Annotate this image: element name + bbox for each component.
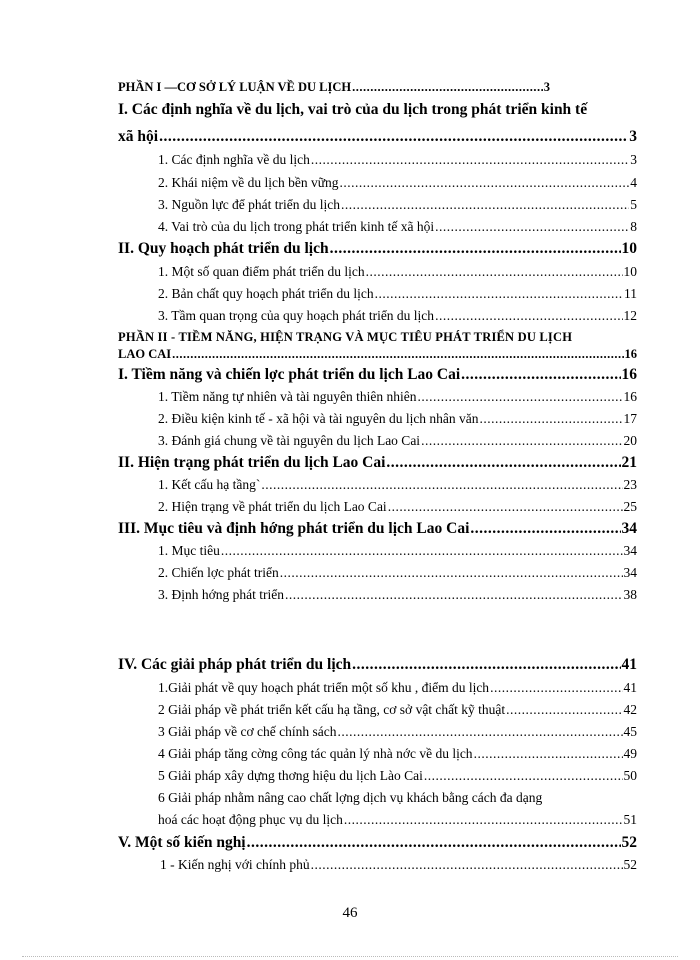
toc-entry[interactable] <box>160 857 637 873</box>
leader-dots <box>341 197 629 213</box>
toc-part1-page: 3 <box>543 80 550 94</box>
toc-entry-page: 5 <box>630 197 637 212</box>
toc-entry[interactable] <box>158 308 637 324</box>
leader-dots <box>470 520 620 538</box>
toc-entry-page: 16 <box>623 389 637 404</box>
toc-entry-label: 2. Hiện trạng về phát triển du lịch Lao Cai <box>158 499 387 514</box>
toc-entry-label: 1. Một số quan điểm phát triển du lịch <box>158 264 365 279</box>
toc-entry-page: 45 <box>623 724 637 739</box>
toc-entry-label: 2. Bản chất quy hoạch phát triển du lịch <box>158 286 374 301</box>
toc-entry[interactable] <box>158 286 637 302</box>
toc-sec6-page: 41 <box>621 656 637 673</box>
leader-dots <box>172 347 623 362</box>
page-number: 46 <box>342 905 358 921</box>
leader-dots <box>435 308 622 324</box>
toc-part2-page: 16 <box>624 347 637 361</box>
leader-dots <box>337 724 622 740</box>
leader-dots <box>311 152 629 168</box>
toc-sec5[interactable] <box>118 520 637 538</box>
toc-entry-label: 3. Tầm quan trọng của quy hoạch phát triển du lịch <box>158 308 435 323</box>
toc-sec1-page: 3 <box>629 128 637 145</box>
leader-dots <box>386 454 620 472</box>
toc-sec3[interactable] <box>118 366 637 384</box>
toc-sec1[interactable] <box>118 128 637 146</box>
toc-part1-label: PHẦN I —CƠ SỞ LÝ LUẬN VỀ DU LỊCH <box>118 80 352 94</box>
toc-entry[interactable] <box>158 812 637 828</box>
toc-entry-page: 34 <box>623 543 637 558</box>
leader-dots <box>474 746 623 762</box>
toc-entry-label: hoá các hoạt động phục vụ du lịch <box>158 812 343 827</box>
toc-entry[interactable] <box>158 702 637 718</box>
toc-entry-label: 1.Giải phát về quy hoạch phát triển một số khu , điểm du lịch <box>158 680 490 695</box>
toc-entry[interactable] <box>158 433 637 449</box>
leader-dots <box>435 219 629 235</box>
toc-entry-label: 3. Nguồn lực để phát triển du lịch <box>158 197 341 212</box>
toc-entry-page: 34 <box>623 565 637 580</box>
leader-dots <box>285 587 623 603</box>
toc-sec7[interactable] <box>118 834 637 852</box>
toc-entry-label: 1. Các định nghĩa về du lịch <box>158 152 310 167</box>
toc-entry[interactable] <box>158 264 637 280</box>
toc-entry-label: 5 Giải pháp xây dựng thơng hiệu du lịch Lào Cai <box>158 768 423 783</box>
toc-sec6-item6-line1[interactable]: 6 Giải pháp nhằm nâng cao chất lợng dịch vụ khách bằng cách đa dạng <box>158 790 543 805</box>
toc-sec1-line2: xã hội <box>118 128 159 145</box>
toc-entry-page: 11 <box>624 286 637 301</box>
toc-entry-label: 1. Kết cấu hạ tầng` <box>158 477 261 492</box>
toc-sec5-label: III. Mục tiêu và định hớng phát triển du lịch Lao Cai <box>118 520 470 537</box>
toc-entry-page: 49 <box>623 746 637 761</box>
toc-entry-label: 4. Vai trò của du lịch trong phát triển kinh tế xã hội <box>158 219 435 234</box>
leader-dots <box>375 286 623 302</box>
leader-dots <box>418 389 623 405</box>
toc-entry-page: 17 <box>623 411 637 426</box>
leader-dots <box>424 768 623 784</box>
toc-entry-page: 25 <box>623 499 637 514</box>
toc-sec6[interactable] <box>118 656 637 674</box>
toc-sec4-page: 21 <box>621 454 637 471</box>
toc-sec4[interactable] <box>118 454 637 472</box>
toc-entry[interactable] <box>158 746 637 762</box>
leader-dots <box>421 433 622 449</box>
toc-entry-page: 23 <box>623 477 637 492</box>
toc-sec2[interactable] <box>118 240 637 258</box>
toc-entry[interactable] <box>158 543 637 559</box>
leader-dots <box>261 477 622 493</box>
toc-sec4-label: II. Hiện trạng phát triển du lịch Lao Cai <box>118 454 386 471</box>
toc-entry-page: 51 <box>623 812 637 827</box>
leader-dots <box>330 240 621 258</box>
toc-entry-page: 41 <box>623 680 637 695</box>
leader-dots <box>366 264 623 280</box>
toc-sec1-line1[interactable]: I. Các định nghĩa về du lịch, vai trò của du lịch trong phát triển kinh tế <box>118 101 588 118</box>
toc-entry-label: 1 - Kiến nghị với chính phủ <box>160 857 310 872</box>
page-bottom-divider <box>22 956 678 957</box>
toc-sec3-label: I. Tiềm năng và chiến lợc phát triển du lịch Lao Cai <box>118 366 461 383</box>
toc-sec2-label: II. Quy hoạch phát triển du lịch <box>118 240 329 257</box>
toc-entry-label: 2. Điều kiện kinh tế - xã hội và tài nguyên du lịch nhân văn <box>158 411 479 426</box>
toc-entry-label: 1. Mục tiêu <box>158 543 220 558</box>
toc-entry[interactable] <box>158 565 637 581</box>
leader-dots <box>340 175 630 191</box>
toc-entry-label: 4 Giải pháp tăng cờng công tác quản lý nhà nớc về du lịch <box>158 746 473 761</box>
leader-dots <box>280 565 623 581</box>
toc-entry-page: 42 <box>623 702 637 717</box>
toc-sec7-label: V. Một số kiến nghị <box>118 834 246 851</box>
toc-entry-label: 1. Tiềm năng tự nhiên và tài nguyên thiên nhiên <box>158 389 417 404</box>
leader-dots <box>480 411 623 427</box>
leader-dots <box>506 702 622 718</box>
toc-part2-line2: LAO CAI <box>118 347 172 361</box>
toc-entry[interactable] <box>158 411 637 427</box>
toc-entry[interactable] <box>158 219 637 235</box>
toc-entry-page: 10 <box>623 264 637 279</box>
toc-entry-page: 8 <box>630 219 637 234</box>
leader-dots <box>352 80 543 95</box>
leader-dots <box>461 366 620 384</box>
leader-dots <box>344 812 623 828</box>
toc-entry-page: 12 <box>623 308 637 323</box>
toc-sec2-page: 10 <box>621 240 637 257</box>
toc-entry-label: 2. Khái niệm về du lịch bền vững <box>158 175 339 190</box>
leader-dots <box>490 680 622 696</box>
toc-part2[interactable] <box>118 347 637 362</box>
toc-entry-page: 52 <box>623 857 637 872</box>
leader-dots <box>159 128 628 146</box>
toc-entry-label: 2. Chiến lợc phát triển <box>158 565 279 580</box>
toc-entry[interactable] <box>158 389 637 405</box>
toc-entry[interactable] <box>158 477 637 493</box>
toc-entry[interactable] <box>158 152 637 168</box>
toc-entry[interactable] <box>158 680 637 696</box>
toc-entry-label: 2 Giải pháp về phát triển kết cấu hạ tầng, cơ sở vật chất kỹ thuật <box>158 702 506 717</box>
toc-entry-page: 38 <box>623 587 637 602</box>
toc-entry[interactable] <box>158 175 637 191</box>
toc-entry[interactable] <box>158 724 637 740</box>
leader-dots <box>352 656 620 674</box>
toc-sec7-page: 52 <box>621 834 637 851</box>
toc-entry[interactable] <box>158 499 637 515</box>
toc-entry-label: 3 Giải pháp về cơ chế chính sách <box>158 724 337 739</box>
leader-dots <box>221 543 623 559</box>
toc-entry-label: 3. Định hớng phát triển <box>158 587 284 602</box>
toc-entry-label: 3. Đánh giá chung về tài nguyên du lịch Lao Cai <box>158 433 421 448</box>
leader-dots <box>388 499 623 515</box>
toc-entry[interactable] <box>158 197 637 213</box>
toc-entry[interactable] <box>158 587 637 603</box>
toc-entry[interactable] <box>158 768 637 784</box>
toc-entry-page: 20 <box>623 433 637 448</box>
toc-entry-page: 50 <box>623 768 637 783</box>
leader-dots <box>311 857 623 873</box>
toc-part1[interactable] <box>118 80 550 95</box>
toc-entry-page: 3 <box>630 152 637 167</box>
toc-sec5-page: 34 <box>621 520 637 537</box>
toc-entry-page: 4 <box>630 175 637 190</box>
toc-sec6-label: IV. Các giải pháp phát triển du lịch <box>118 656 352 673</box>
toc-part2-line1[interactable]: PHẦN II - TIỀM NĂNG, HIỆN TRẠNG VÀ MỤC TIÊU PHÁT TRIỂN DU LỊCH <box>118 330 573 344</box>
leader-dots <box>247 834 621 852</box>
toc-sec3-page: 16 <box>621 366 637 383</box>
